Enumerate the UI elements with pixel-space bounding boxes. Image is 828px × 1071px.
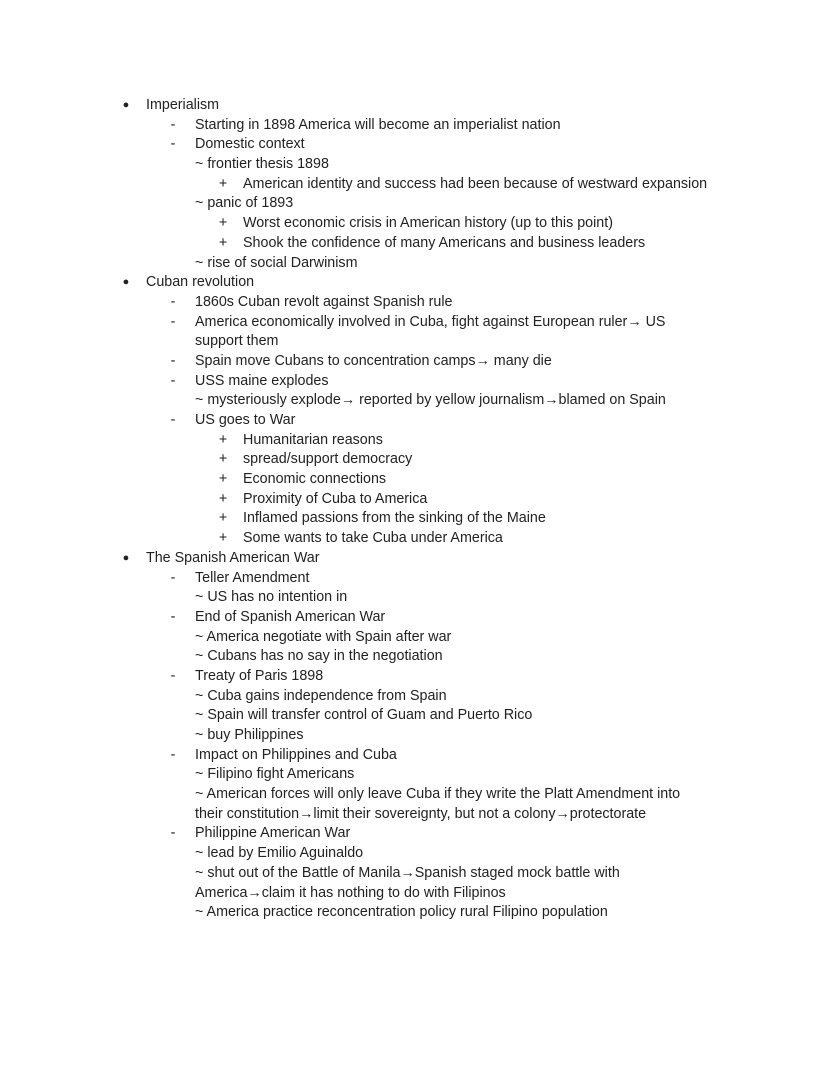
outline-text: ~ frontier thesis 1898 xyxy=(195,156,329,173)
outline-line xyxy=(0,824,828,844)
outline-line xyxy=(0,509,828,529)
outline-text: ~ Spain will transfer control of Guam and Puerto Rico xyxy=(195,707,533,724)
plus-marker: + xyxy=(218,451,228,468)
outline-line xyxy=(0,116,828,136)
dash-marker: - xyxy=(170,136,176,153)
outline-line xyxy=(0,687,828,707)
bullet-icon: ● xyxy=(122,99,130,111)
dash-marker: - xyxy=(170,667,176,684)
bullet-icon: ● xyxy=(122,276,130,289)
plus-marker: + xyxy=(218,510,228,527)
dash-marker: - xyxy=(170,569,176,586)
outline-text: America→claim it has nothing to do with Filipinos xyxy=(195,884,506,901)
outline-text: 1860s Cuban revolt against Spanish rule xyxy=(195,293,453,310)
outline-line xyxy=(0,431,828,451)
plus-marker: + xyxy=(218,431,228,448)
outline-text: USS maine explodes xyxy=(195,372,329,389)
outline-text: ~ buy Philippines xyxy=(195,727,304,743)
outline-text: ~ rise of social Darwinism xyxy=(195,254,358,271)
outline-text: Some wants to take Cuba under America xyxy=(243,530,503,547)
outline-line xyxy=(0,372,828,392)
outline-text: Shook the confidence of many Americans and business leaders xyxy=(243,234,646,251)
outline-text: ~ shut out of the Battle of Manila→Spanish staged mock battle with xyxy=(195,864,620,881)
dash-marker: - xyxy=(170,116,176,133)
outline-text: Humanitarian reasons xyxy=(243,431,383,448)
outline-text: ~ panic of 1893 xyxy=(195,195,294,212)
outline-line xyxy=(0,529,828,549)
outline-line xyxy=(0,470,828,490)
outline-text: End of Spanish American War xyxy=(195,608,386,625)
outline-line xyxy=(0,785,828,805)
outline-text: ~ Filipino fight Americans xyxy=(195,766,355,783)
plus-marker: + xyxy=(218,234,228,251)
outline-text: Domestic context xyxy=(195,136,305,153)
outline-text: spread/support democracy xyxy=(243,451,413,468)
outline-text: America economically involved in Cuba, fight against European ruler→ US xyxy=(195,313,666,330)
outline-text: ~ America practice reconcentration policy rural Filipino population xyxy=(195,904,608,921)
outline-line xyxy=(0,135,828,155)
outline-line xyxy=(0,490,828,510)
plus-marker: + xyxy=(218,530,228,547)
outline-line xyxy=(0,569,828,589)
dash-marker: - xyxy=(170,352,176,369)
outline-text: Starting in 1898 America will become an imperialist nation xyxy=(195,116,561,133)
outline-line xyxy=(0,706,828,726)
outline-line xyxy=(0,293,828,313)
outline-line xyxy=(0,96,828,116)
outline-line xyxy=(0,391,828,411)
outline-line xyxy=(0,175,828,195)
plus-marker: + xyxy=(218,175,228,192)
outline-line xyxy=(0,608,828,628)
outline-text: ~ American forces will only leave Cuba if they write the Platt Amendment into xyxy=(195,786,681,803)
outline-line xyxy=(0,411,828,431)
outline-text: ~ mysteriously explode→ reported by yellow journalism→blamed on Spain xyxy=(195,392,666,409)
outline-line xyxy=(0,765,828,785)
outline-text: American identity and success had been because of westward expansion xyxy=(243,175,708,192)
plus-marker: + xyxy=(218,471,228,488)
outline-line xyxy=(0,903,828,923)
outline-line xyxy=(0,214,828,234)
outline-line xyxy=(0,234,828,254)
outline-text: The Spanish American War xyxy=(146,549,320,566)
outline-line xyxy=(0,667,828,687)
outline-line xyxy=(0,254,828,274)
outline-text: Treaty of Paris 1898 xyxy=(195,667,324,684)
dash-marker: - xyxy=(170,293,176,310)
outline-line xyxy=(0,273,828,293)
outline-text: Imperialism xyxy=(146,97,220,113)
outline-line xyxy=(0,884,828,904)
outline-text: Cuban revolution xyxy=(146,274,255,291)
outline-line xyxy=(0,864,828,884)
notes-document xyxy=(0,96,828,923)
outline-line xyxy=(0,450,828,470)
outline-line xyxy=(0,588,828,608)
outline-text: their constitution→limit their sovereignty, but not a colony→protectorate xyxy=(195,805,647,822)
outline-text: Philippine American War xyxy=(195,825,351,842)
outline-text: Worst economic crisis in American history (up to this point) xyxy=(243,215,613,232)
dash-marker: - xyxy=(170,372,176,389)
plus-marker: + xyxy=(218,215,228,232)
outline-text: Proximity of Cuba to America xyxy=(243,490,428,507)
outline-text: Teller Amendment xyxy=(195,569,310,586)
outline-text: ~ Cuba gains independence from Spain xyxy=(195,687,447,704)
dash-marker: - xyxy=(170,412,176,428)
outline-text: Economic connections xyxy=(243,471,387,488)
outline-line xyxy=(0,332,828,352)
outline-line xyxy=(0,194,828,214)
outline-line xyxy=(0,352,828,372)
outline-text: ~ lead by Emilio Aguinaldo xyxy=(195,845,364,862)
dash-marker: - xyxy=(170,608,176,625)
outline-text: Inflamed passions from the sinking of the Maine xyxy=(243,510,546,527)
outline-line xyxy=(0,805,828,825)
plus-marker: + xyxy=(218,490,228,507)
outline-line xyxy=(0,726,828,746)
dash-marker: - xyxy=(170,746,176,763)
outline-text: Spain move Cubans to concentration camps→ many die xyxy=(195,352,552,369)
outline-line xyxy=(0,647,828,667)
outline-line xyxy=(0,746,828,766)
outline-line xyxy=(0,549,828,569)
outline-line xyxy=(0,155,828,175)
outline-text: Impact on Philippines and Cuba xyxy=(195,746,397,763)
outline-text: US goes to War xyxy=(195,412,296,428)
outline-text: ~ Cubans has no say in the negotiation xyxy=(195,648,443,665)
outline-text: ~ US has no intention in xyxy=(195,589,348,606)
bullet-icon: ● xyxy=(122,551,130,564)
dash-marker: - xyxy=(170,313,176,330)
outline-line xyxy=(0,628,828,648)
outline-text: ~ America negotiate with Spain after war xyxy=(195,628,452,645)
outline-line xyxy=(0,313,828,333)
outline-text: support them xyxy=(195,333,279,350)
dash-marker: - xyxy=(170,825,176,842)
outline-line xyxy=(0,844,828,864)
